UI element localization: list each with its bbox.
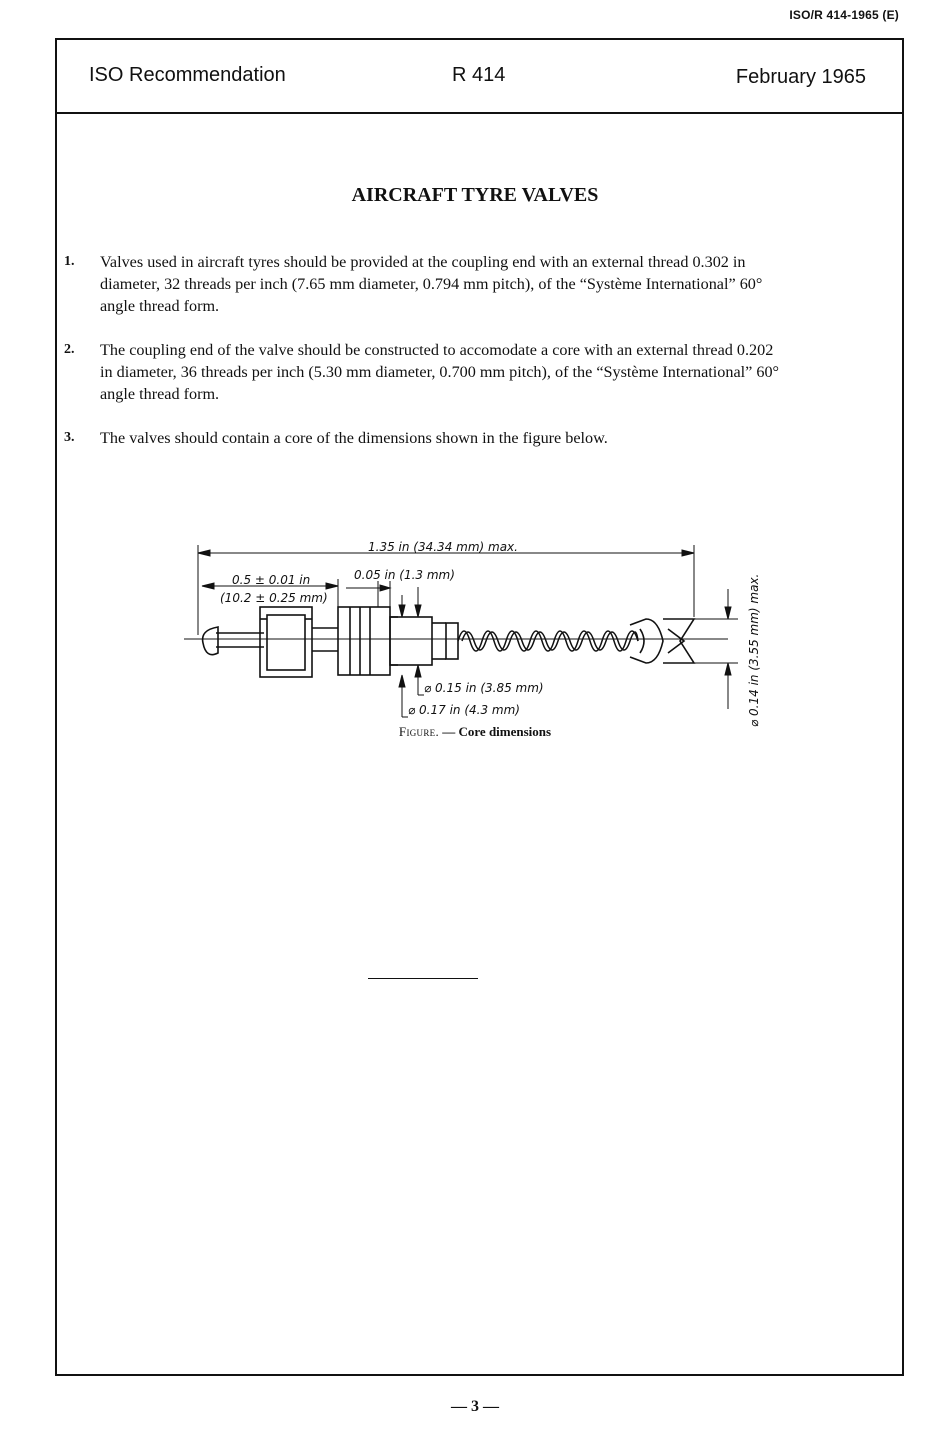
dim-step: 0.05 in (1.3 mm)	[354, 568, 455, 582]
figure-caption-separator: —	[439, 724, 459, 739]
dim-overall-length: 1.35 in (34.34 mm) max.	[368, 540, 518, 554]
valve-seat	[630, 619, 694, 663]
dim-diameter-small: ⌀ 0.15 in (3.85 mm)	[424, 681, 544, 695]
page-number: — 3 —	[451, 1398, 499, 1415]
core-dimensions-figure	[128, 495, 768, 735]
dim-shoulder-in: 0.5 ± 0.01 in	[232, 573, 311, 587]
clause-item	[64, 251, 779, 317]
clause-list	[64, 251, 779, 471]
clause-item	[64, 427, 779, 449]
clause-number: 2.	[64, 342, 75, 357]
dim-diameter-max: ⌀ 0.14 in (3.55 mm) max.	[747, 573, 761, 727]
dim-diameter-large: ⌀ 0.17 in (4.3 mm)	[408, 703, 520, 717]
figure-caption-label: Figure.	[398, 724, 439, 739]
figure-caption-text: Core dimensions	[458, 724, 552, 739]
header-date: February 1965	[735, 66, 866, 88]
header-standard-type: ISO Recommendation	[89, 64, 286, 86]
header-row	[57, 40, 902, 114]
document-title: AIRCRAFT TYRE VALVES	[351, 184, 599, 206]
document-reference: ISO/R 414-1965 (E)	[789, 8, 899, 22]
spring-coil	[458, 631, 638, 651]
clause-number: 1.	[64, 254, 75, 269]
end-rule	[368, 978, 478, 979]
header-number: R 414	[452, 64, 506, 86]
clause-text: The valves should contain a core of the dimensions shown in the figure below.	[100, 429, 608, 447]
clause-number: 3.	[64, 430, 75, 445]
clause-text: Valves used in aircraft tyres should be provided at the coupling end with an external thread 0.302 in diameter, 32 threads per inch (7.65 mm diameter, 0.794 mm pitch), of the “Système International” 60° angle thread form.	[100, 253, 763, 315]
clause-text: The coupling end of the valve should be constructed to accomodate a core with an external thread 0.202 in diameter, 36 threads per inch (5.30 mm diameter, 0.700 mm pitch), of the “Système International” 60° angle thread form.	[100, 341, 780, 403]
dim-shoulder-mm: (10.2 ± 0.25 mm)	[220, 591, 328, 605]
valve-core-drawing	[184, 607, 728, 677]
figure-caption	[0, 724, 950, 740]
clause-item	[64, 339, 779, 405]
